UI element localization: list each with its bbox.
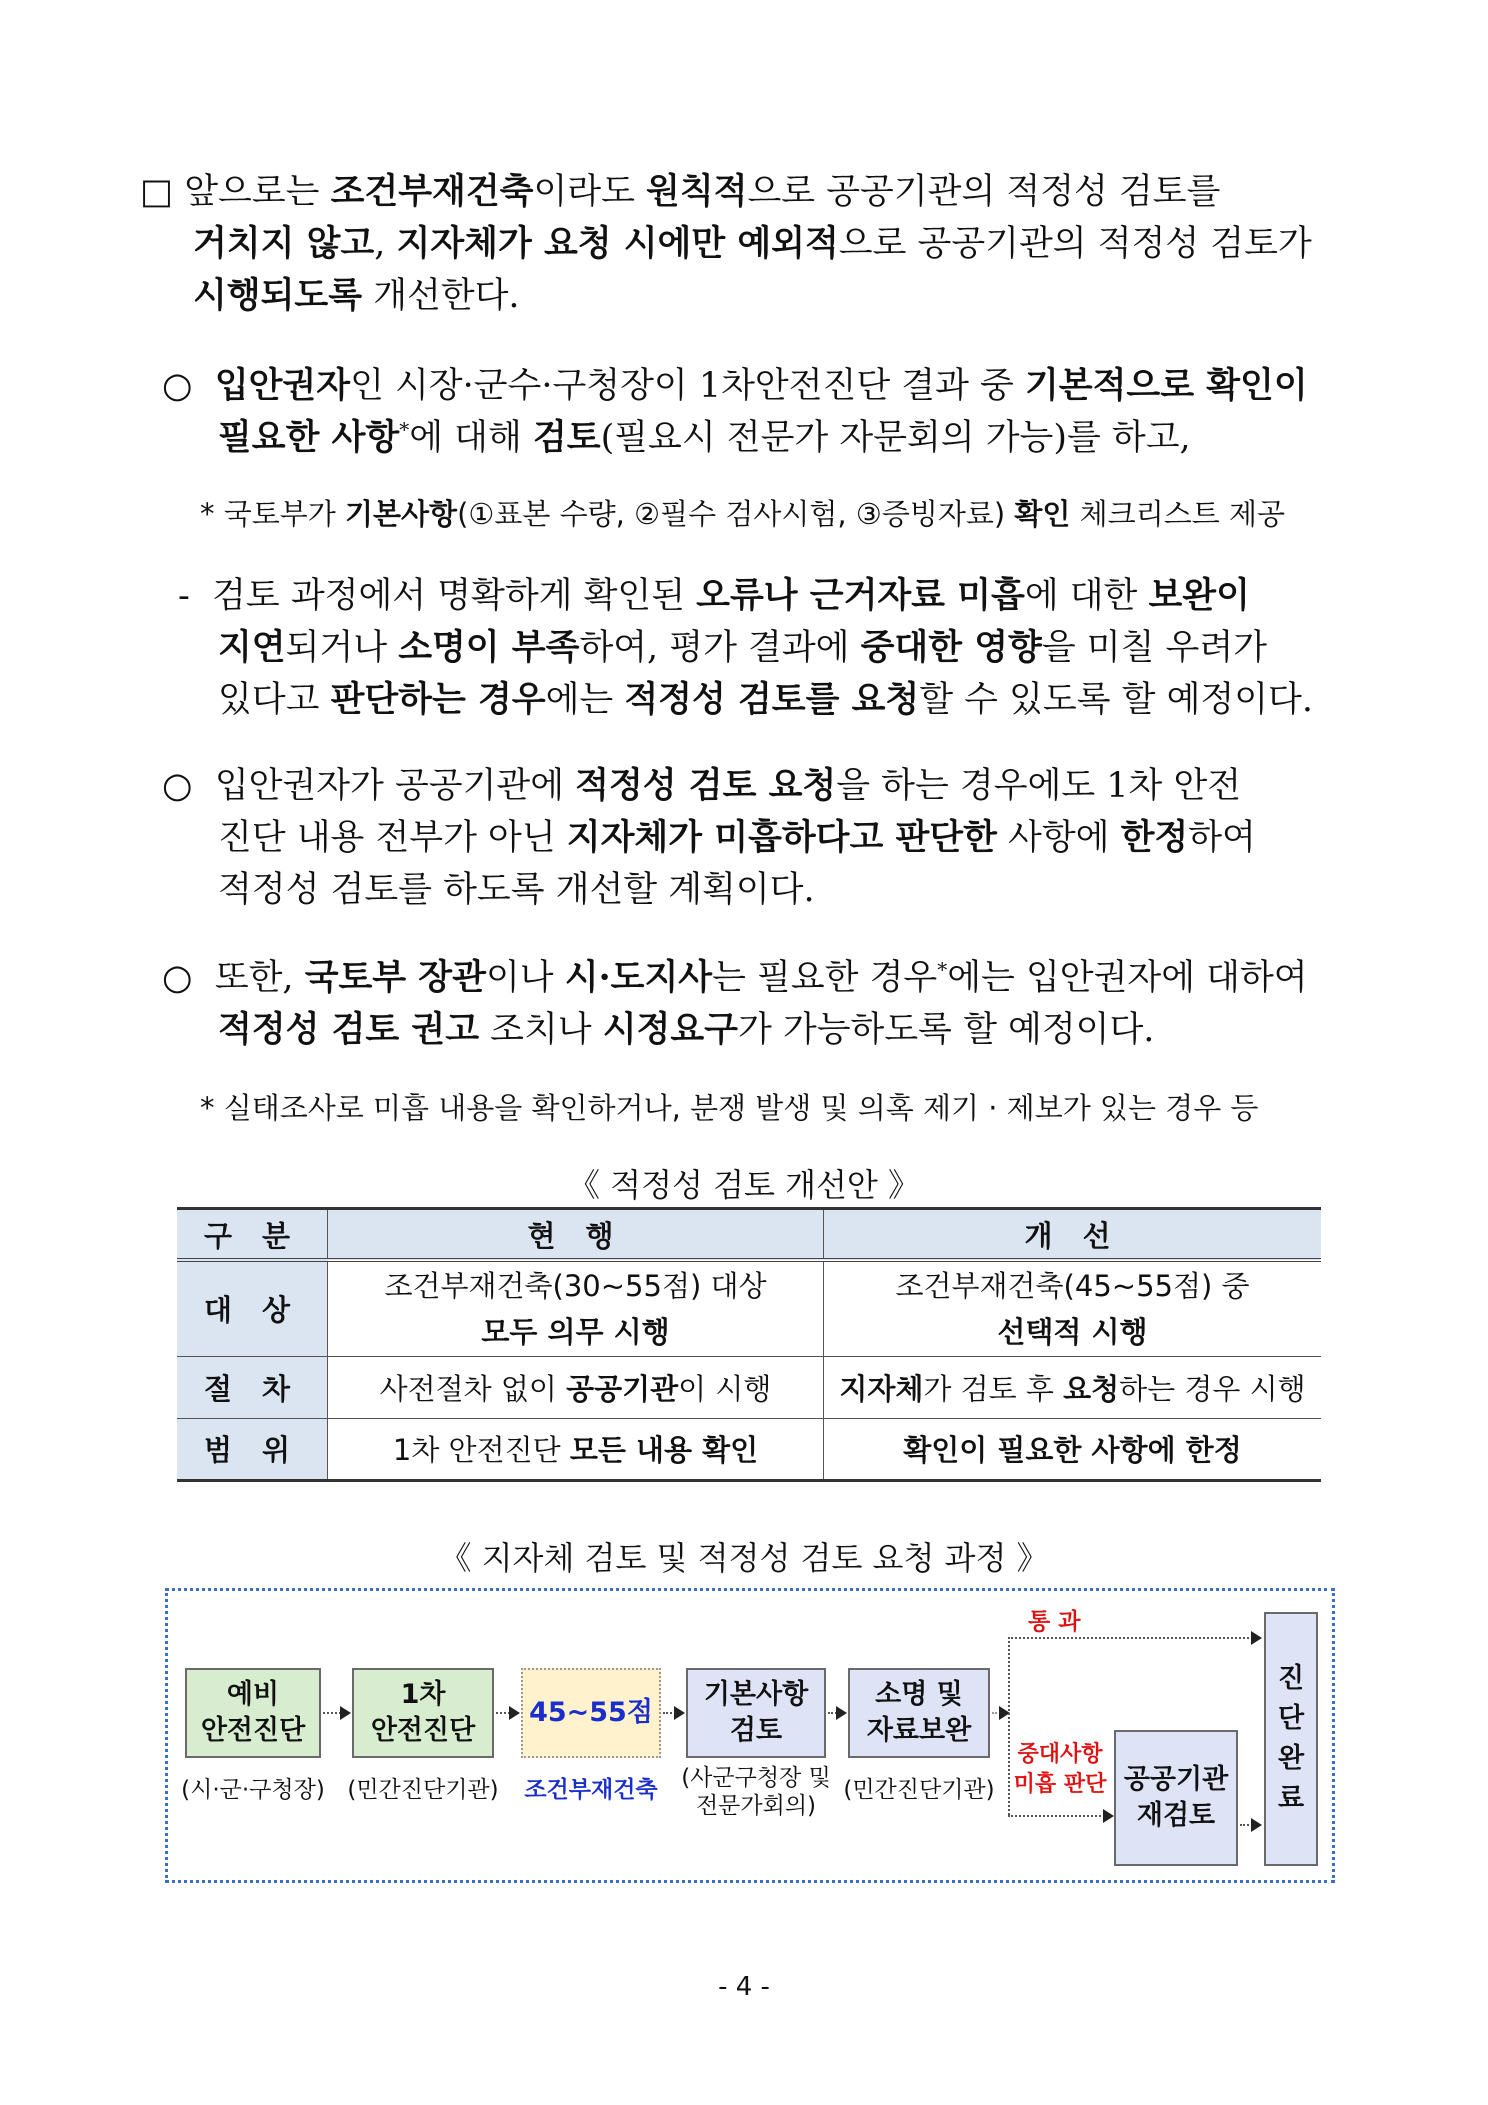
- flow-step-preliminary-diagnosis: 예비 안전진단: [185, 1668, 321, 1758]
- row-label: 범 위: [177, 1418, 328, 1480]
- fail-label: 중대사항 미흡 판단: [1013, 1742, 1107, 1797]
- bullet-3-line-2: 적정성 검토 권고 조치나 시정요구가 가능하도록 할 예정이다.: [218, 1009, 1155, 1050]
- bullet-marker: ○: [162, 766, 193, 806]
- header-category: 구 분: [177, 1209, 328, 1261]
- pass-label: 통 과: [1028, 1609, 1081, 1635]
- bullet-1-line-1: ○ 입안권자인 시장·군수·구청장이 1차안전진단 결과 중 기본적으로 확인이: [162, 365, 1308, 406]
- improved-cell: 지자체가 검토 후 요청하는 경우 시행: [824, 1356, 1322, 1418]
- bullet-2-line-1: ○ 입안권자가 공공기관에 적정성 검토 요청을 하는 경우에도 1차 안전: [162, 765, 1242, 806]
- page-number: - 4 -: [718, 1972, 770, 2002]
- flow-step-sub: (민간진단기관): [843, 1777, 995, 1803]
- flow-arrow: [1240, 1824, 1260, 1826]
- current-cell: 사전절차 없이 공공기관이 시행: [328, 1356, 824, 1418]
- dash-1-line-1: - 검토 과정에서 명확하게 확인된 오류나 근거자료 미흡에 대한 보완이: [178, 575, 1250, 616]
- section-marker: □: [140, 172, 174, 212]
- dash-1-line-3: 있다고 판단하는 경우에는 적정성 검토를 요청할 수 있도록 할 예정이다.: [218, 679, 1313, 720]
- header-improved: 개 선: [824, 1209, 1322, 1261]
- bullet-1-line-2: 필요한 사항*에 대해 검토(필요시 전문가 자문회의 가능)를 하고,: [218, 417, 1191, 458]
- bullet-1-footnote: * 국토부가 기본사항(①표본 수량, ②필수 검사시험, ③증빙자료) 확인 체크리스트 제공: [200, 497, 1285, 531]
- flow-connector: [992, 1712, 1008, 1714]
- row-label: 절 차: [177, 1356, 328, 1418]
- flow-step-sub: (시·군·구청장): [181, 1777, 325, 1803]
- comparison-table: [177, 1207, 1321, 1482]
- flow-fail-arrow: [1008, 1815, 1112, 1817]
- public-agency-review-box: 공공기관 재검토: [1114, 1730, 1238, 1866]
- header-current: 현 행: [328, 1209, 824, 1261]
- flow-step-first-diagnosis: 1차 안전진단: [352, 1668, 494, 1758]
- bullet-3-footnote: * 실태조사로 미흡 내용을 확인하거나, 분쟁 발생 및 의혹 제기 · 제보가 있는 경우 등: [200, 1091, 1259, 1125]
- diagnosis-complete-box: 진 단 완 료: [1264, 1612, 1318, 1866]
- section-heading-line-3: 시행되도록 개선한다.: [193, 275, 520, 316]
- flow-pass-arrow: [1008, 1637, 1260, 1639]
- table-row: [177, 1260, 1321, 1356]
- section-heading-line-2: 거치지 않고, 지자체가 요청 시에만 예외적으로 공공기관의 적정성 검토가: [193, 223, 1312, 264]
- current-cell: 조건부재건축(30~55점) 대상 모두 의무 시행: [328, 1260, 824, 1356]
- flow-arrow: [663, 1712, 683, 1714]
- table-caption: 《 적정성 검토 개선안 》: [568, 1166, 920, 1204]
- improved-cell: 확인이 필요한 사항에 한정: [824, 1418, 1322, 1480]
- row-label: 대 상: [177, 1260, 328, 1356]
- flow-step-sub: 조건부재건축: [524, 1777, 658, 1803]
- bullet-3-line-1: ○ 또한, 국토부 장관이나 시·도지사는 필요한 경우*에는 입안권자에 대하여: [162, 957, 1308, 998]
- flow-arrow: [828, 1712, 845, 1714]
- improved-cell: 조건부재건축(45~55점) 중 선택적 시행: [824, 1260, 1322, 1356]
- bullet-marker: ○: [162, 958, 193, 998]
- dash-marker: -: [178, 576, 190, 616]
- current-cell: 1차 안전진단 모든 내용 확인: [328, 1418, 824, 1480]
- flow-step-sub: (민간진단기관): [347, 1777, 499, 1803]
- dash-1-line-2: 지연되거나 소명이 부족하여, 평가 결과에 중대한 영향을 미칠 우려가: [218, 627, 1267, 668]
- table-header-row: [177, 1209, 1321, 1261]
- flow-step-basic-review: 기본사항 검토: [686, 1668, 826, 1758]
- flow-step-sub: (사군구청장 및 전문가회의): [681, 1765, 831, 1819]
- flow-arrow: [496, 1712, 518, 1714]
- bullet-2-line-3: 적정성 검토를 하도록 개선할 계획이다.: [218, 870, 815, 910]
- table-row: [177, 1356, 1321, 1418]
- flow-step-score-range: 45~55점: [521, 1668, 661, 1758]
- flow-step-explanation: 소명 및 자료보완: [848, 1668, 990, 1758]
- flow-caption: 《 지자체 검토 및 적정성 검토 요청 과정 》: [439, 1539, 1049, 1577]
- bullet-2-line-2: 진단 내용 전부가 아닌 지자체가 미흡하다고 판단한 사항에 한정하여: [218, 817, 1256, 858]
- flow-arrow: [323, 1712, 349, 1714]
- bullet-marker: ○: [162, 366, 193, 406]
- table-row: [177, 1418, 1321, 1480]
- section-heading-line-1: □ 앞으로는 조건부재건축이라도 원칙적으로 공공기관의 적정성 검토를: [140, 171, 1221, 212]
